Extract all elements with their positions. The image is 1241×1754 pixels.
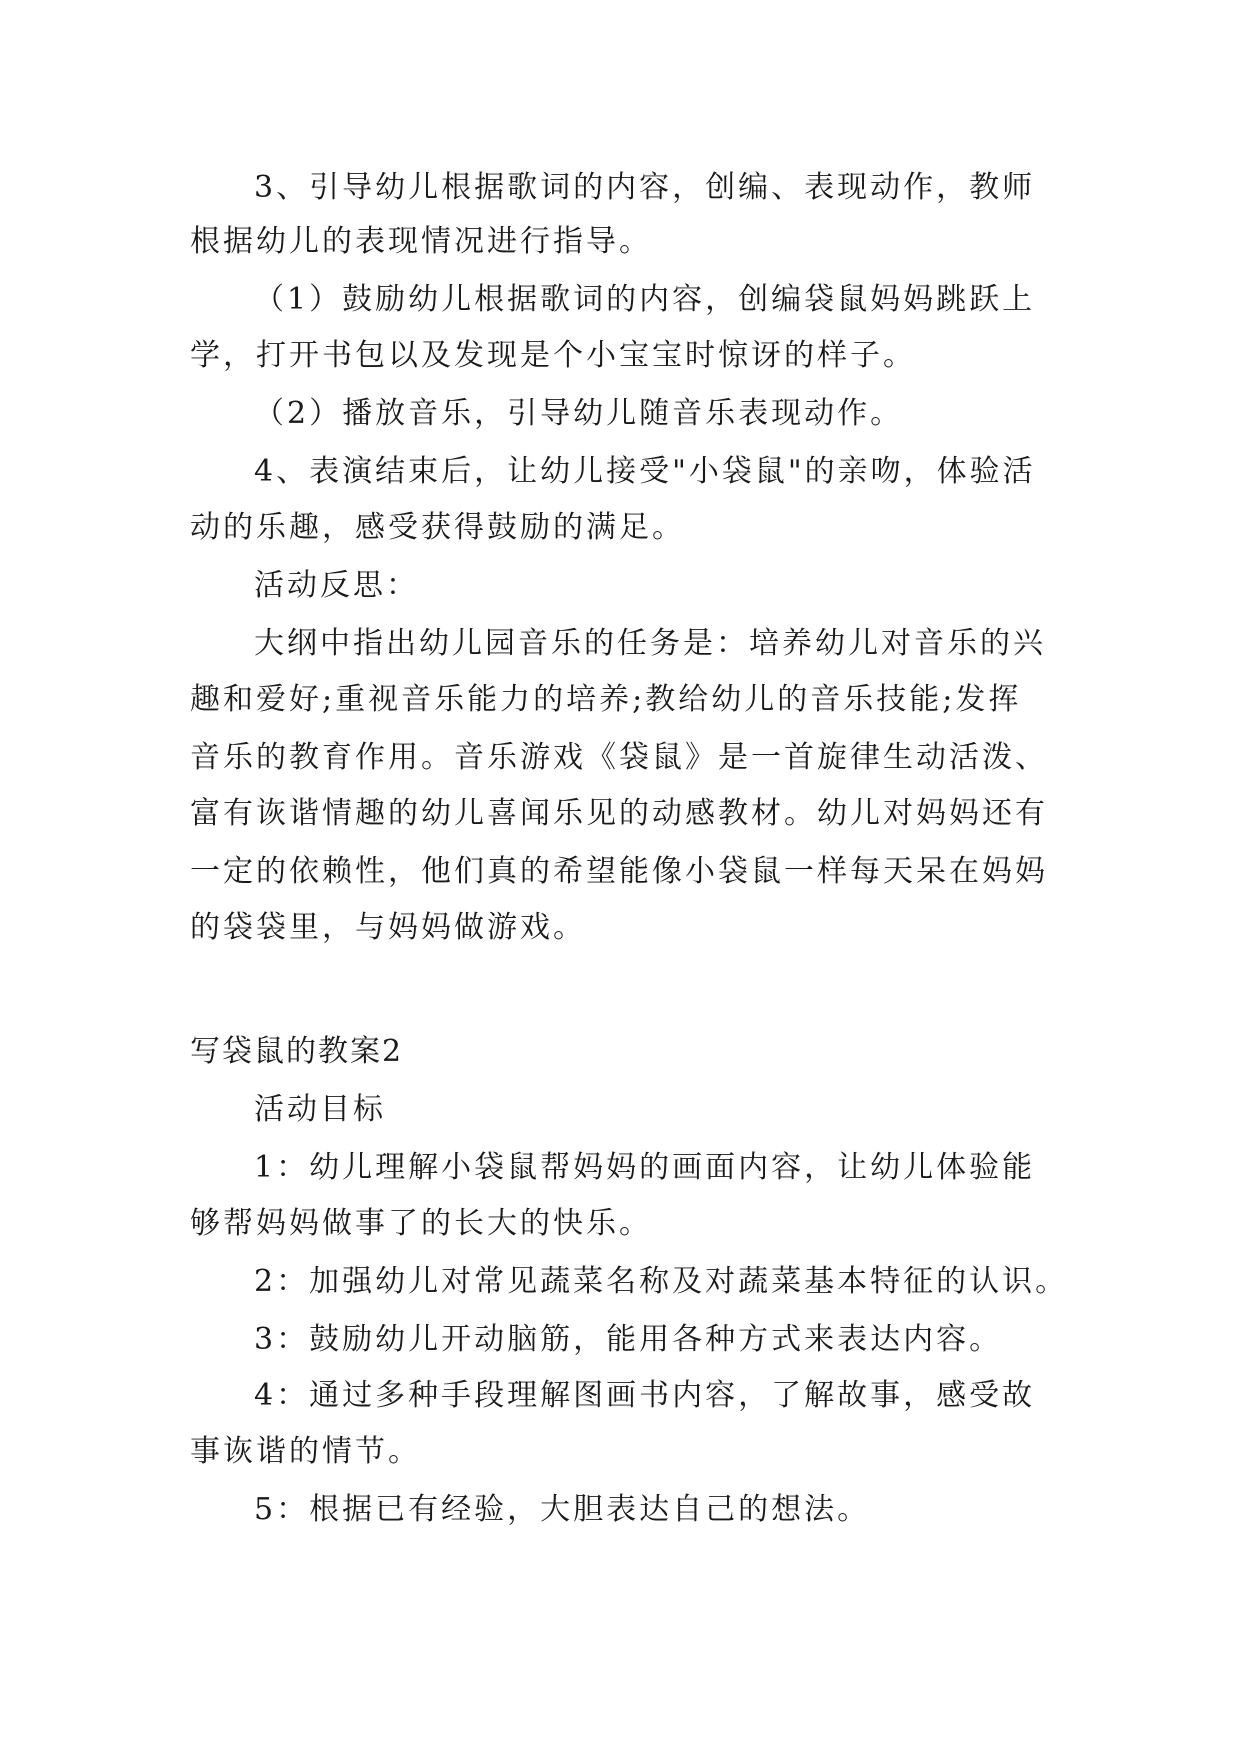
paragraph-line: 够帮妈妈做事了的长大的快乐。 xyxy=(190,1206,652,1241)
paragraph-line: 的袋袋里，与妈妈做游戏。 xyxy=(190,910,586,945)
paragraph-line: 大纲中指出幼儿园音乐的任务是：培养幼儿对音乐的兴 xyxy=(254,626,1046,661)
paragraph-line: 一定的依赖性，他们真的希望能像小袋鼠一样每天呆在妈妈 xyxy=(190,854,1048,889)
section-heading: 活动目标 xyxy=(254,1092,386,1127)
paragraph-line: 3、引导幼儿根据歌词的内容，创编、表现动作，教师 xyxy=(254,170,1036,205)
paragraph-line: 事诙谐的情节。 xyxy=(190,1434,421,1469)
paragraph-line: 趣和爱好;重视音乐能力的培养;教给幼儿的音乐技能;发挥 xyxy=(190,682,1022,717)
paragraph-line: 动的乐趣，感受获得鼓励的满足。 xyxy=(190,510,685,545)
paragraph-line: 1：幼儿理解小袋鼠帮妈妈的画面内容，让幼儿体验能 xyxy=(254,1150,1036,1185)
section-heading: 活动反思： xyxy=(254,568,419,603)
paragraph-line: （1）鼓励幼儿根据歌词的内容，创编袋鼠妈妈跳跃上 xyxy=(254,282,1036,317)
paragraph-line: 4：通过多种手段理解图画书内容，了解故事，感受故 xyxy=(254,1378,1036,1413)
paragraph-line: 根据幼儿的表现情况进行指导。 xyxy=(190,224,652,259)
paragraph-line: （2）播放音乐，引导幼儿随音乐表现动作。 xyxy=(254,396,904,431)
paragraph-line: 2：加强幼儿对常见蔬菜名称及对蔬菜基本特征的认识。 xyxy=(254,1264,1069,1299)
paragraph-line: 学，打开书包以及发现是个小宝宝时惊讶的样子。 xyxy=(190,338,916,373)
paragraph-line: 富有诙谐情趣的幼儿喜闻乐见的动感教材。幼儿对妈妈还有 xyxy=(190,796,1048,831)
document-title: 写袋鼠的教案2 xyxy=(190,1034,404,1069)
paragraph-line: 3：鼓励幼儿开动脑筋，能用各种方式来表达内容。 xyxy=(254,1322,1003,1357)
paragraph-line: 4、表演结束后，让幼儿接受"小袋鼠"的亲吻，体验活 xyxy=(254,454,1036,489)
paragraph-line: 5：根据已有经验，大胆表达自己的想法。 xyxy=(254,1492,871,1527)
paragraph-line: 音乐的教育作用。音乐游戏《袋鼠》是一首旋律生动活泼、 xyxy=(190,740,1048,775)
